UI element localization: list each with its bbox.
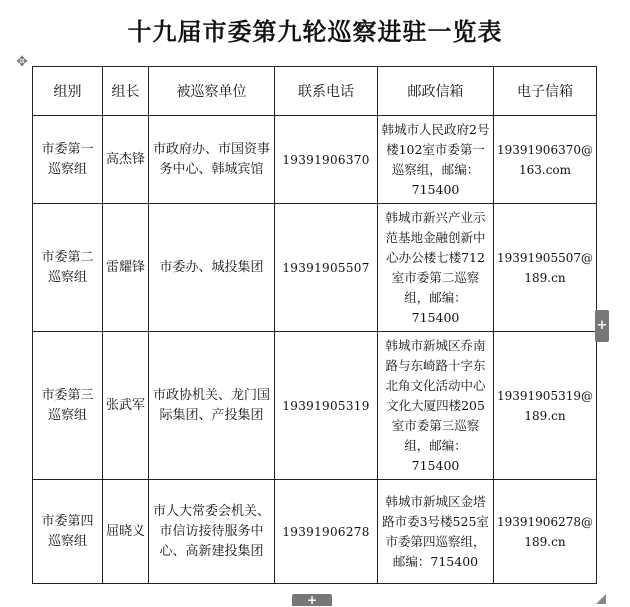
header-postal: 邮政信箱 (378, 67, 494, 116)
table-row (33, 480, 597, 584)
units-cell: 市政协机关、龙门国际集团、产投集团 (149, 332, 275, 480)
email-cell: 19391906278@189.cn (494, 480, 597, 584)
group-cell: 市委第四巡察组 (33, 480, 103, 584)
header-units: 被巡察单位 (149, 67, 275, 116)
postal-cell: 韩城市新城区乔南路与东崎路十字东北角文化活动中心文化大厦四楼205室市委第三巡察组，邮编：715400 (378, 332, 494, 480)
email-cell: 19391906370@163.com (494, 116, 597, 204)
units-cell: 市委办、城投集团 (149, 204, 275, 332)
units-cell: 市人大常委会机关、市信访接待服务中心、高新建投集团 (149, 480, 275, 584)
header-phone: 联系电话 (275, 67, 378, 116)
postal-cell: 韩城市新兴产业示范基地金融创新中心办公楼七楼712室市委第二巡察组，邮编：715400 (378, 204, 494, 332)
table-row (33, 332, 597, 480)
phone-cell: 19391906278 (275, 480, 378, 584)
leader-cell: 张武军 (103, 332, 149, 480)
group-cell: 市委第三巡察组 (33, 332, 103, 480)
email-cell: 19391905507@189.cn (494, 204, 597, 332)
postal-cell: 韩城市人民政府2号楼102室市委第一巡察组，邮编：715400 (378, 116, 494, 204)
page-title: 十九届市委第九轮巡察进驻一览表 (127, 18, 503, 46)
phone-cell: 19391905319 (275, 332, 378, 480)
header-group: 组别 (33, 67, 103, 116)
plus-icon[interactable]: + (292, 594, 332, 606)
phone-cell: 19391905507 (275, 204, 378, 332)
header-leader: 组长 (103, 67, 149, 116)
leader-cell: 屈晓义 (103, 480, 149, 584)
header-email: 电子信箱 (494, 67, 597, 116)
table-row (33, 204, 597, 332)
plus-icon[interactable]: + (595, 310, 609, 342)
phone-cell: 19391906370 (275, 116, 378, 204)
resize-handle[interactable] (596, 594, 606, 604)
units-cell: 市政府办、市国资事务中心、韩城宾馆 (149, 116, 275, 204)
postal-cell: 韩城市新城区金塔路市委3号楼525室市委第四巡察组，邮编：715400 (378, 480, 494, 584)
leader-cell: 雷耀锋 (103, 204, 149, 332)
group-cell: 市委第二巡察组 (33, 204, 103, 332)
table-header-row (33, 67, 597, 116)
email-cell: 19391905319@189.cn (494, 332, 597, 480)
leader-cell: 高杰锋 (103, 116, 149, 204)
table-row (33, 116, 597, 204)
group-cell: 市委第一巡察组 (33, 116, 103, 204)
inspection-table (32, 66, 597, 584)
move-icon[interactable]: ✥ (16, 54, 28, 70)
